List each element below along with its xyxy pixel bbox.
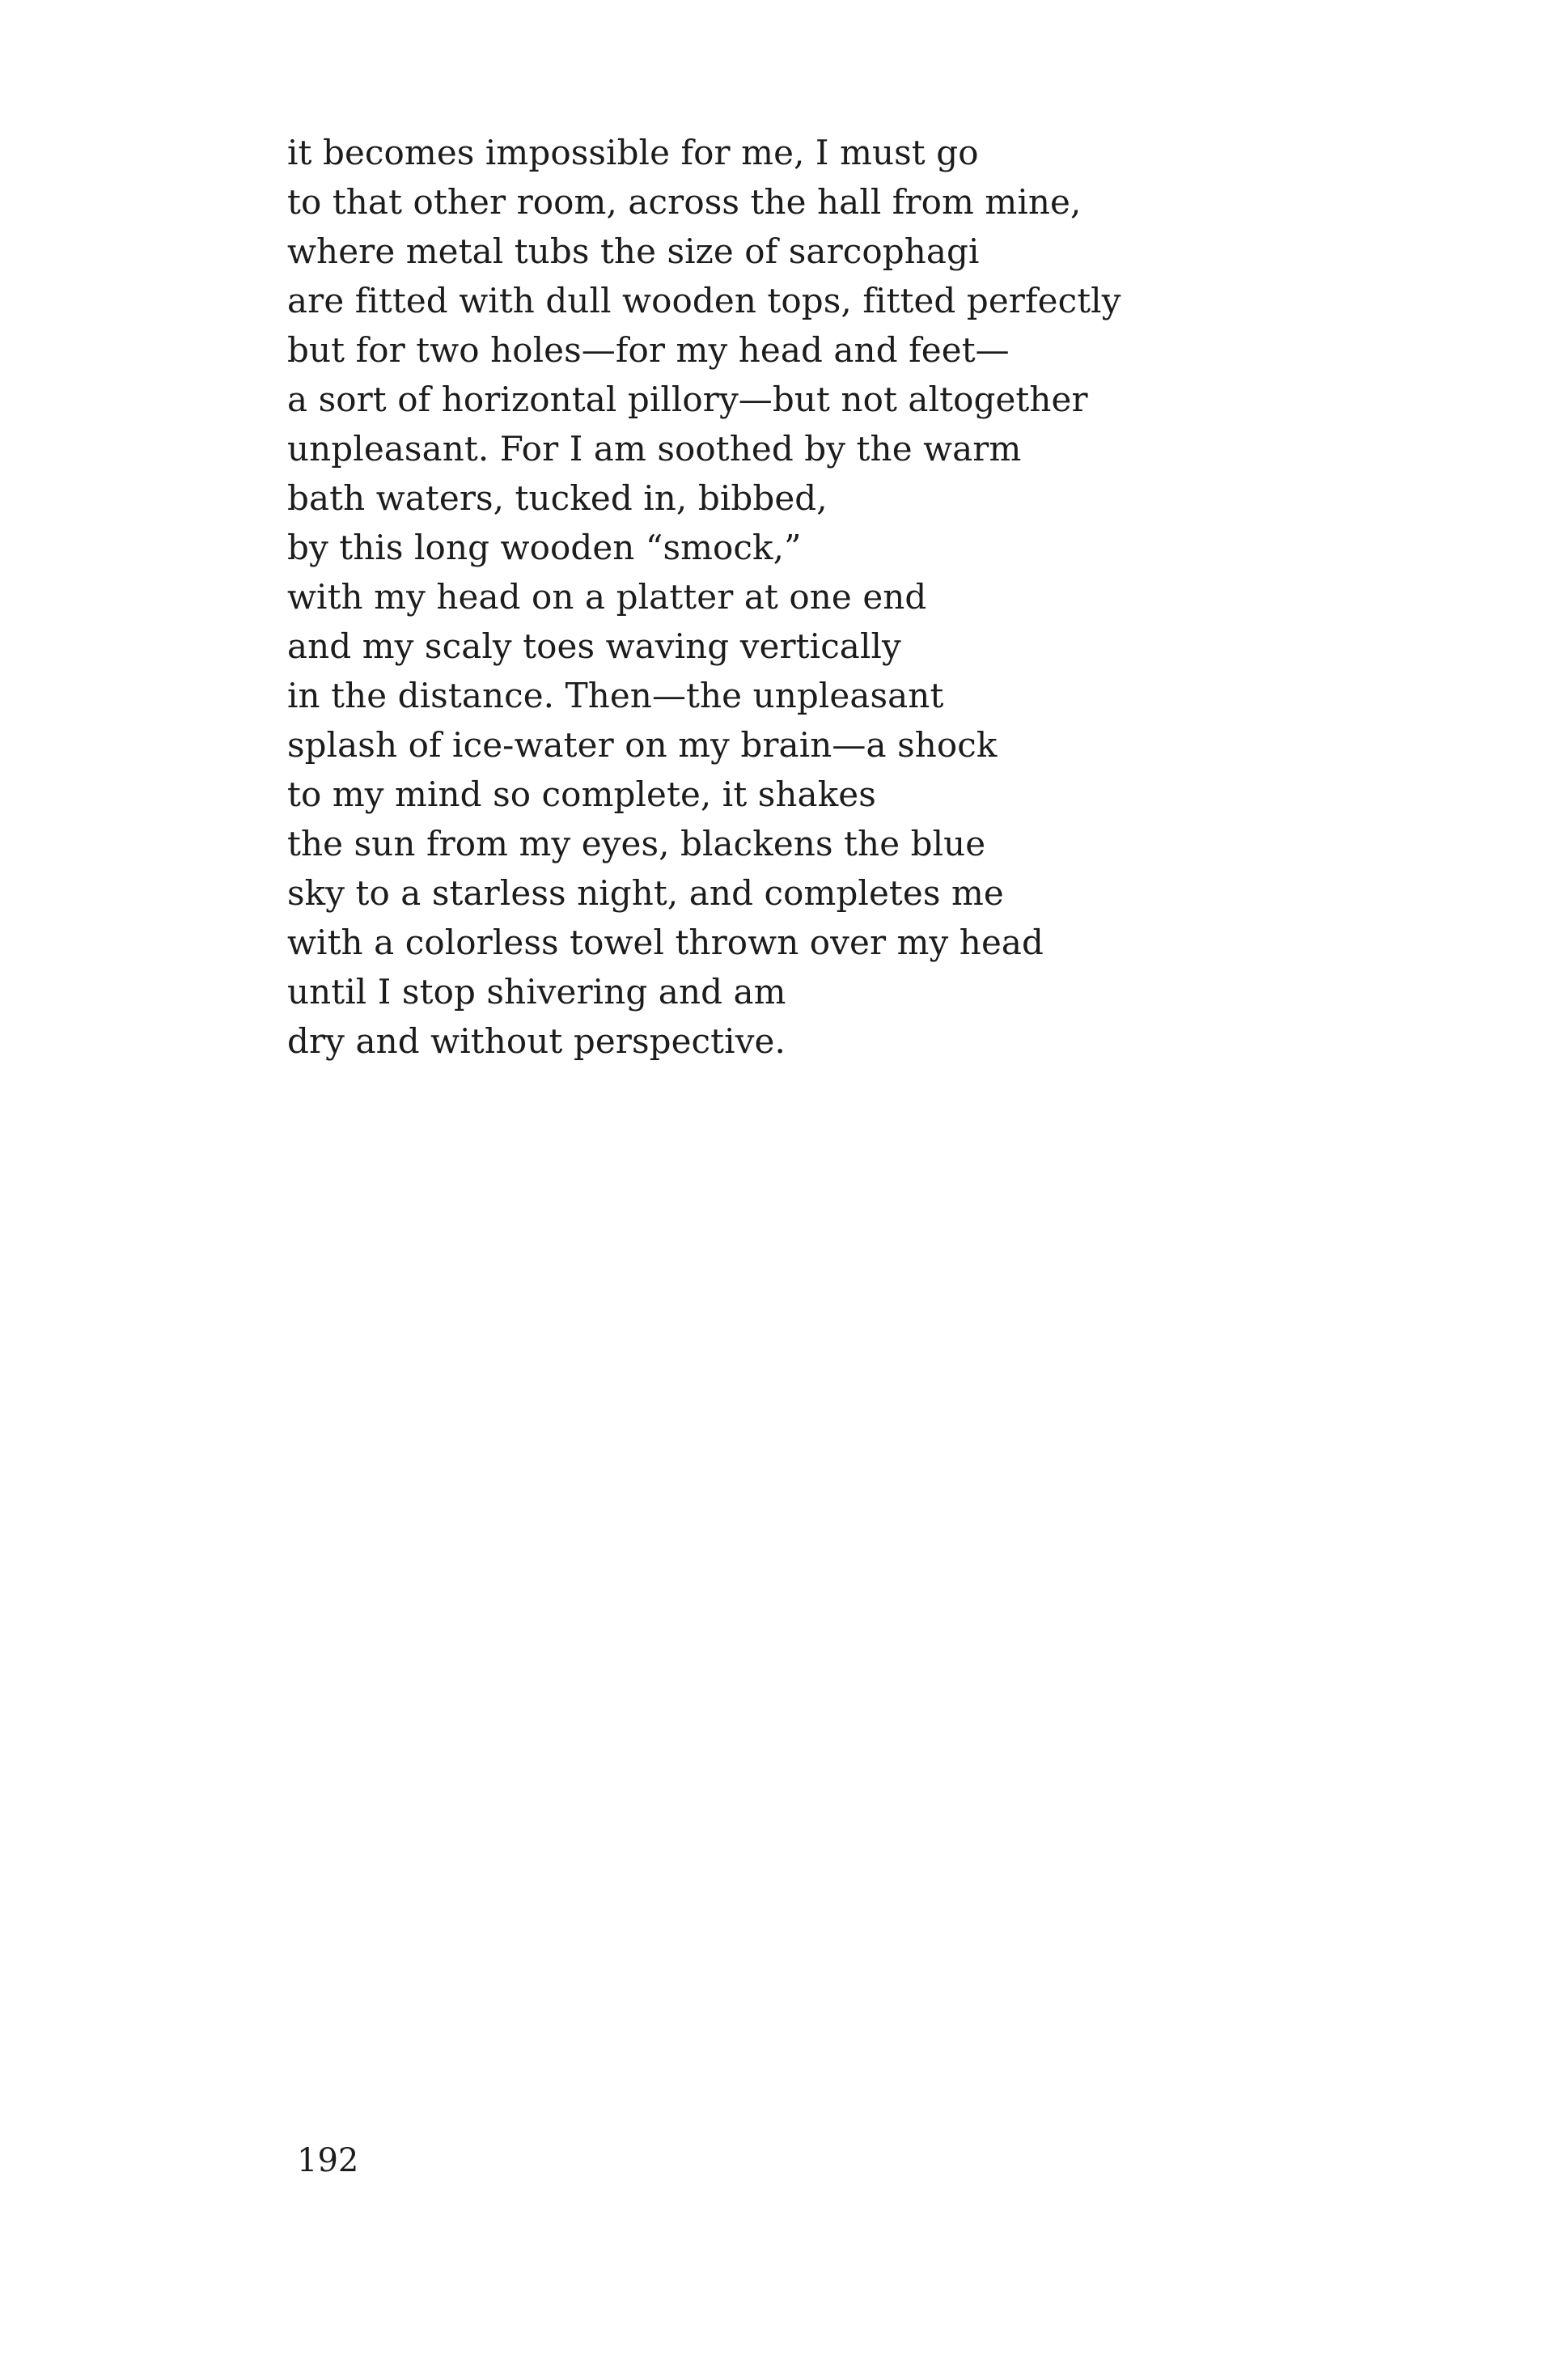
poem-text xyxy=(287,128,1420,1066)
poem-line: in the distance. Then—the unpleasant xyxy=(287,676,944,715)
poem-line: but for two holes—for my head and feet— xyxy=(287,330,1010,370)
poem-line: it becomes impossible for me, I must go xyxy=(287,133,979,172)
poem-line: splash of ice-water on my brain—a shock xyxy=(287,725,998,765)
poem-line: are fitted with dull wooden tops, fitted perfectly xyxy=(287,281,1121,320)
poem-line: to my mind so complete, it shakes xyxy=(287,774,876,814)
poem-line: with my head on a platter at one end xyxy=(287,577,927,617)
poem-line: by this long wooden “smock,” xyxy=(287,528,802,567)
poem-line: sky to a starless night, and completes me xyxy=(287,873,1004,913)
page-number: 192 xyxy=(297,2142,359,2179)
poem-line: and my scaly toes waving vertically xyxy=(287,626,901,666)
poem-line: a sort of horizontal pillory—but not altogether xyxy=(287,380,1088,419)
poem-line: to that other room, across the hall from mine, xyxy=(287,182,1082,222)
poem-line: bath waters, tucked in, bibbed, xyxy=(287,478,828,518)
poem-line: with a colorless towel thrown over my head xyxy=(287,923,1044,962)
poem-line: dry and without perspective. xyxy=(287,1021,786,1061)
poem-line: until I stop shivering and am xyxy=(287,972,786,1012)
poem-line: where metal tubs the size of sarcophagi xyxy=(287,231,980,271)
poem-line: unpleasant. For I am soothed by the warm xyxy=(287,429,1022,469)
poem-line: the sun from my eyes, blackens the blue xyxy=(287,824,986,863)
